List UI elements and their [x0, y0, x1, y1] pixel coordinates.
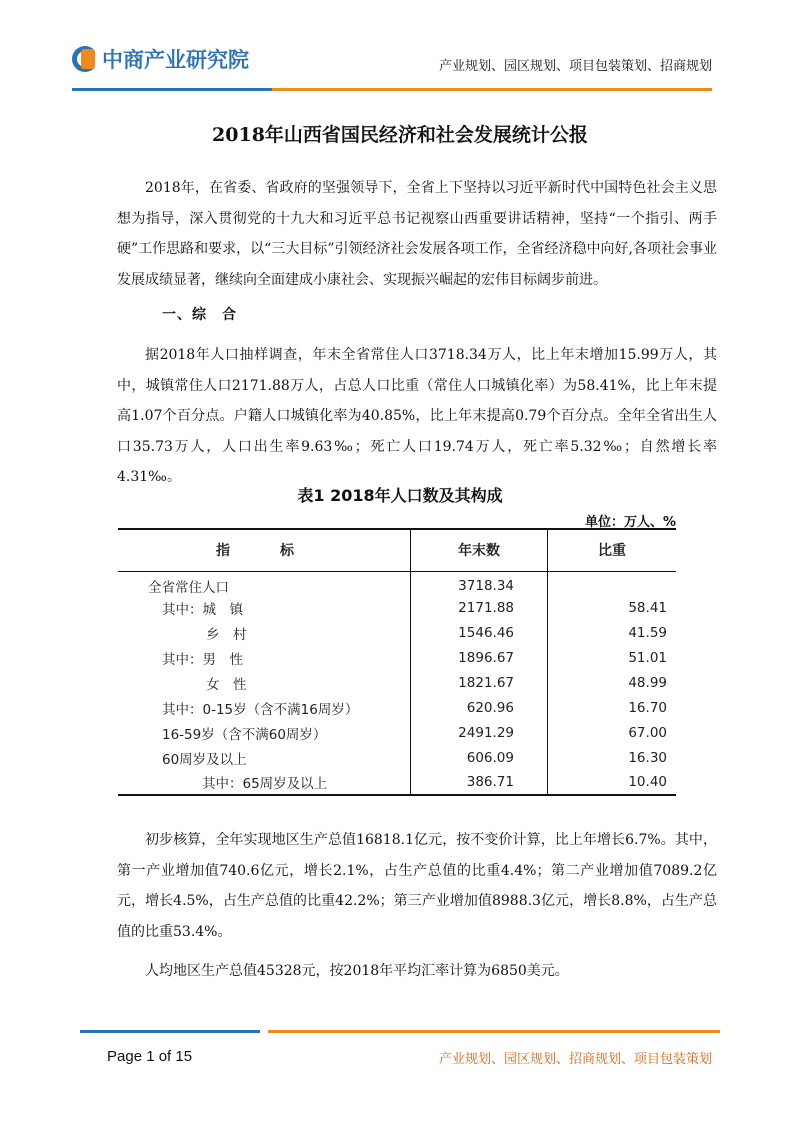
row-label: 其中：城 镇: [162, 602, 243, 619]
row-ratio: 67.00: [628, 724, 667, 741]
header-year-end: 年末数: [411, 529, 548, 571]
row-label: 其中：男 性: [162, 652, 243, 669]
row-value: 1896.67: [411, 646, 548, 671]
table-row: [118, 646, 676, 671]
footer-tagline: 产业规划、园区规划、招商规划、项目包装策划: [438, 1052, 712, 1067]
row-ratio: 16.30: [628, 749, 667, 766]
row-ratio: 41.59: [628, 625, 667, 642]
document-title: 2018年山西省国民经济和社会发展统计公报: [212, 124, 588, 146]
row-label: 16-59岁（含不满60周岁）: [162, 726, 327, 743]
gdp-paragraph: 初步核算，全年实现地区生产总值16818.1亿元，按不变价计算，比上年增长6.7%。其中，第一产业增加值740.6亿元，增长2.1%，占生产总值的比重4.4%；第二产业增加值7089.2亿元，增长4.5%，占生产总值的比重42.2%；第三产业增加值8988.3亿元，增长8.8%，占生产总值的比重53.4%。: [117, 832, 717, 940]
header-tagline: 产业规划、园区规划、项目包装策划、招商规划: [438, 59, 712, 74]
row-value: 2491.29: [411, 720, 548, 745]
company-logo: [72, 44, 249, 74]
table-title: 表1 2018年人口数及其构成: [297, 486, 503, 505]
table-row: [118, 571, 676, 596]
table-row: [118, 720, 676, 745]
table-row: [118, 770, 676, 795]
footer-divider-blue: [80, 1030, 260, 1033]
per-capita-paragraph: 人均地区生产总值45328元，按2018年平均汇率计算为6850美元。: [145, 963, 569, 979]
header-ratio: 比重: [548, 529, 677, 571]
table-row: [118, 596, 676, 621]
row-ratio: 48.99: [628, 675, 667, 691]
header-indicator: 指 标: [118, 529, 411, 571]
page-number: Page 1 of 15: [107, 1048, 193, 1065]
population-paragraph: 据2018年人口抽样调查，年末全省常住人口3718.34万人，比上年末增加15.99万人，其中，城镇常住人口2171.88万人，占总人口比重（常住人口城镇化率）为58.41%，比上年末提高1.07个百分点。户籍人口城镇化率为40.85%，比上年末提高0.79个百分点。全年全省出生人口35.73万人，人口出生率9.63‰；死亡人口19.74万人，死亡率5.32‰；自然增长率4.31‰。: [117, 347, 717, 485]
row-label: 其中：0-15岁（含不满16周岁）: [162, 701, 359, 718]
row-label: 60周岁及以上: [162, 751, 247, 768]
table-row: [118, 671, 676, 696]
row-label: 乡 村: [206, 627, 247, 644]
row-value: 3718.34: [411, 571, 548, 596]
table-unit: 单位：万人、%: [584, 515, 676, 530]
row-value: 606.09: [411, 745, 548, 770]
population-table: [118, 528, 676, 796]
header-divider-orange: [272, 88, 712, 91]
section-heading: 一、综 合: [162, 307, 237, 323]
table-header-row: [118, 529, 676, 571]
logo-icon: [72, 46, 98, 72]
row-label: 全省常住人口: [148, 579, 229, 596]
footer-divider-orange: [268, 1030, 720, 1033]
row-ratio: 51.01: [628, 650, 667, 667]
row-value: 386.71: [411, 770, 548, 795]
intro-paragraph: 2018年，在省委、省政府的坚强领导下，全省上下坚持以习近平新时代中国特色社会主义思想为指导，深入贯彻党的十九大和习近平总书记视察山西重要讲话精神，坚持“一个指引、两手硬”工作思路和要求，以“三大目标”引领经济社会发展各项工作，全省经济稳中向好,各项社会事业发展成绩显著，继续向全面建成小康社会、实现振兴崛起的宏伟目标阔步前进。: [117, 180, 717, 288]
table-row: [118, 745, 676, 770]
table-row: [118, 695, 676, 720]
table-row: [118, 621, 676, 646]
row-value: 2171.88: [411, 596, 548, 621]
row-ratio: 10.40: [548, 770, 677, 795]
row-value: 1546.46: [411, 621, 548, 646]
row-ratio: [548, 571, 677, 596]
header-divider-blue: [72, 88, 272, 91]
row-label: 其中：65周岁及以上: [118, 770, 411, 795]
row-ratio: 16.70: [628, 699, 667, 716]
row-value: 620.96: [411, 695, 548, 720]
row-value: 1821.67: [411, 671, 548, 696]
row-label: 女 性: [206, 677, 247, 693]
logo-text: 中商产业研究院: [102, 48, 249, 72]
row-ratio: 58.41: [628, 600, 667, 617]
